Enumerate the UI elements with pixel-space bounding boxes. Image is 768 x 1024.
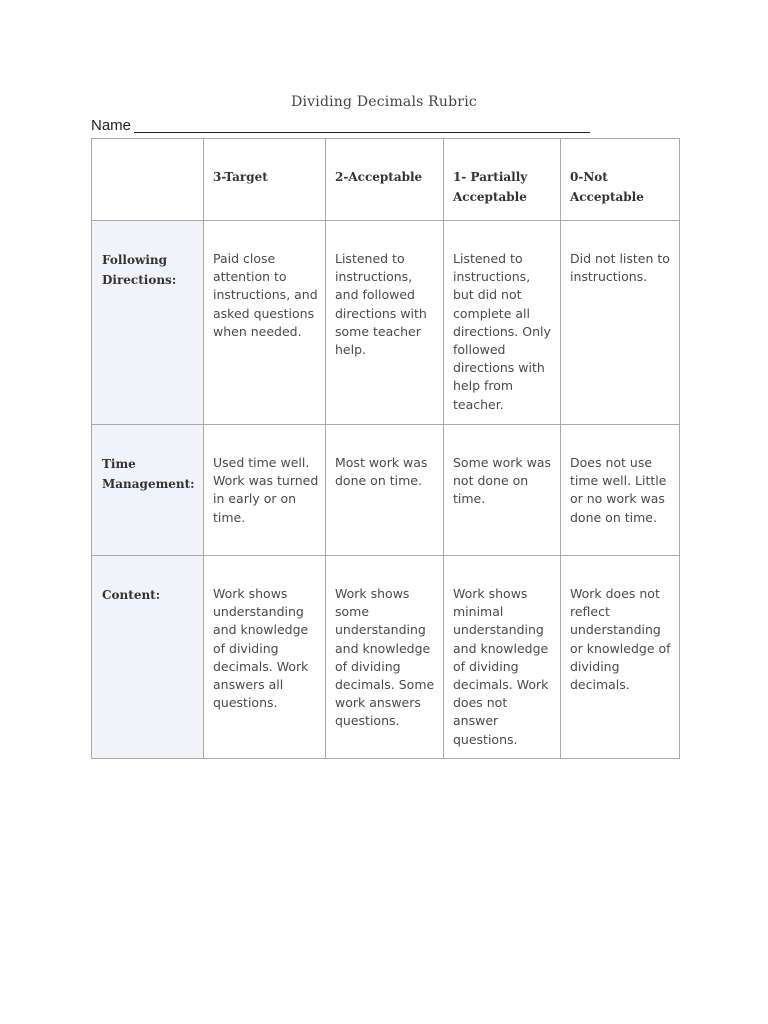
- table-cell: Work shows some understanding and knowledge of dividing decimals. Some work answers questions.: [326, 556, 444, 759]
- row-label-time-management: Time Management:: [92, 425, 204, 556]
- table-cell: Does not use time well. Little or no work was done on time.: [561, 425, 680, 556]
- table-cell: Listened to instructions, but did not complete all directions. Only followed directions with help from teacher.: [444, 221, 561, 425]
- table-cell: Listened to instructions, and followed directions with some teacher help.: [326, 221, 444, 425]
- table-cell: Paid close attention to instructions, and asked questions when needed.: [204, 221, 326, 425]
- page-title: Dividing Decimals Rubric: [291, 94, 477, 110]
- rubric-table: [91, 138, 680, 759]
- name-underline: [134, 132, 590, 133]
- header-cell-target: 3-Target: [204, 139, 326, 221]
- table-row: [92, 425, 680, 556]
- row-label-content: Content:: [92, 556, 204, 759]
- header-cell-partially-acceptable: 1- Partially Acceptable: [444, 139, 561, 221]
- row-label-following-directions: Following Directions:: [92, 221, 204, 425]
- table-row: [92, 556, 680, 759]
- table-cell: Did not listen to instructions.: [561, 221, 680, 425]
- header-cell-not-acceptable: 0-Not Acceptable: [561, 139, 680, 221]
- table-cell: Work shows minimal understanding and knowledge of dividing decimals. Work does not answer questions.: [444, 556, 561, 759]
- header-cell-empty: [92, 139, 204, 221]
- table-cell: Some work was not done on time.: [444, 425, 561, 556]
- name-field: [91, 116, 591, 136]
- table-cell: Used time well. Work was turned in early or on time.: [204, 425, 326, 556]
- header-row: [92, 139, 680, 221]
- header-cell-acceptable: 2-Acceptable: [326, 139, 444, 221]
- table-row: [92, 221, 680, 425]
- table-cell: Work does not reflect understanding or knowledge of dividing decimals.: [561, 556, 680, 759]
- name-label: Name: [91, 117, 132, 134]
- table-cell: Most work was done on time.: [326, 425, 444, 556]
- table-cell: Work shows understanding and knowledge of dividing decimals. Work answers all questions.: [204, 556, 326, 759]
